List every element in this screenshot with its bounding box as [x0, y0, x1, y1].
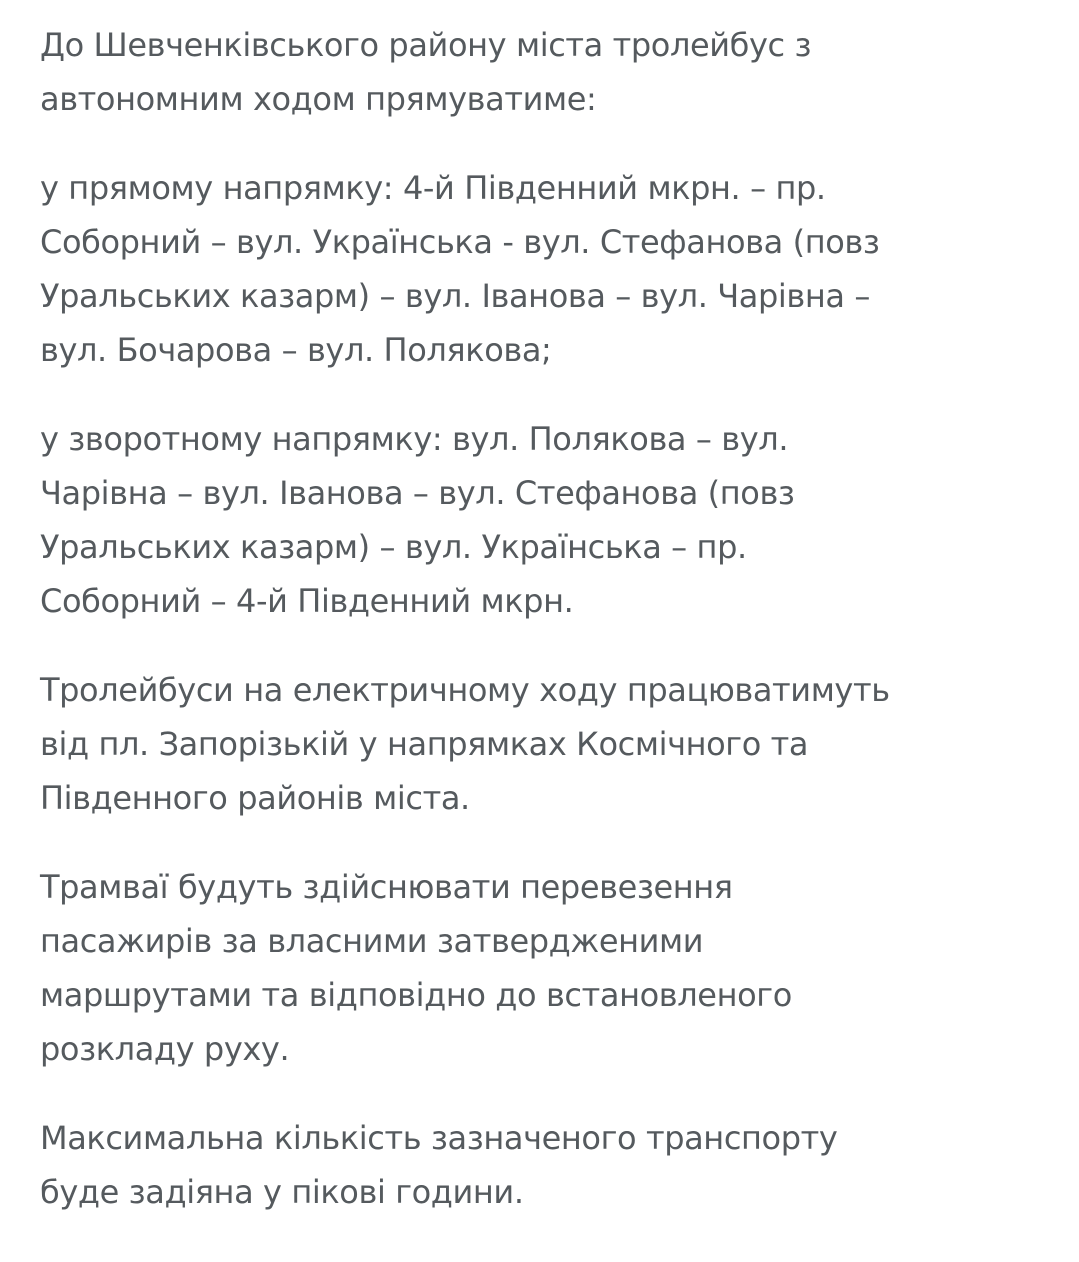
text-line: До Шевченківського району міста тролейбус з: [40, 26, 812, 64]
text-line: Південного районів міста.: [40, 779, 470, 817]
text-line: Соборний – 4-й Південний мкрн.: [40, 582, 574, 620]
text-line: пасажирів за власними затвердженими: [40, 922, 704, 960]
paragraph-peak-hours: [40, 1111, 1039, 1219]
text-line: буде задіяна у пікові години.: [40, 1173, 524, 1211]
text-line: Уральських казарм) – вул. Іванова – вул. Чарівна –: [40, 277, 870, 315]
text-line: Максимальна кількість зазначеного транспорту: [40, 1119, 838, 1157]
text-line: Чарівна – вул. Іванова – вул. Стефанова (повз: [40, 474, 795, 512]
text-line: від пл. Запорізькій у напрямках Космічного та: [40, 725, 809, 763]
text-line: у прямому напрямку: 4-й Південний мкрн. – пр.: [40, 169, 826, 207]
paragraph-forward-direction: [40, 161, 1039, 377]
text-line: Уральських казарм) – вул. Українська – пр.: [40, 528, 747, 566]
text-line: у зворотному напрямку: вул. Полякова – вул.: [40, 420, 789, 458]
text-line: розкладу руху.: [40, 1030, 290, 1068]
paragraph-shevchenkivskyi-route-intro: [40, 18, 1039, 126]
paragraph-trams: [40, 860, 1039, 1076]
text-line: Соборний – вул. Українська - вул. Стефанова (повз: [40, 223, 880, 261]
text-line: Трамваї будуть здійснювати перевезення: [40, 868, 733, 906]
paragraph-electric-trolleybuses: [40, 663, 1039, 825]
text-line: маршрутами та відповідно до встановленого: [40, 976, 792, 1014]
text-line: автономним ходом прямуватиме:: [40, 80, 597, 118]
text-line: Тролейбуси на електричному ходу працюватимуть: [40, 671, 890, 709]
paragraph-reverse-direction: [40, 412, 1039, 628]
text-line: вул. Бочарова – вул. Полякова;: [40, 331, 552, 369]
